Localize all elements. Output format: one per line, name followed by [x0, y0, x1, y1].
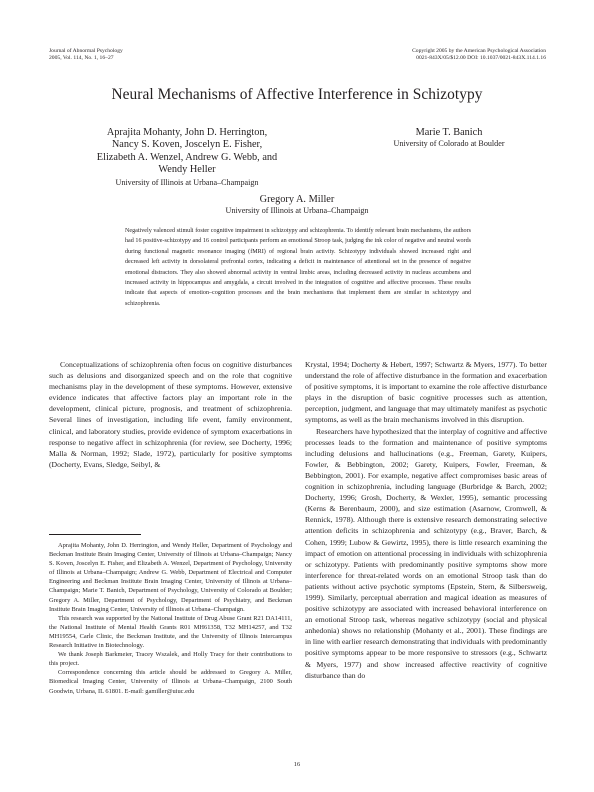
body-paragraph: Conceptualizations of schizophrenia often focus on cognitive disturbances such as delusions and disorganized speech and on the role that cognitive mechanisms play in the development of these symptoms. However, extensive evidence indicates that affective factors play an important role in the development, clinical picture, prognosis, and treatment of schizophrenia. Several lines of investigation, including life event, family environment, clinical, and laboratory studies, provide evidence of symptom exacerbations in response to negative affect in schizophrenia (for review, see Docherty, 1996; Malla & Norman, 1992; Slade, 1972), particularly for positive symptoms (Docherty, Evans, Sledge, Seibyl, &: [49, 360, 292, 469]
author-institution: University of Illinois at Urbana–Champaign: [115, 177, 259, 187]
author-note: [49, 541, 292, 696]
copyright-notice: Copyright 2005 by the American Psychological Association: [412, 48, 546, 54]
running-header-right: [412, 48, 546, 62]
author-group-miller: [150, 194, 444, 216]
author-line: Elizabeth A. Wenzel, Andrew G. Webb, and: [96, 151, 278, 163]
author-institution: University of Colorado at Boulder: [393, 139, 505, 149]
footnote-correspondence: Correspondence concerning this article should be addressed to Gregory A. Miller, Biomedical Imaging Center, University of Illinois at Urbana–Champaign, 2100 South Goodwin, Urbana, IL 61801. E-mail: gamiller@uiuc.edu: [49, 669, 292, 695]
article-title: Neural Mechanisms of Affective Interference in Schizotypy: [111, 86, 483, 103]
body-column-left: [49, 359, 292, 470]
issn-doi: 0021-843X/05/$12.00 DOI: 10.1037/0021-843X.114.1.16: [416, 55, 546, 61]
author-line: Aprajita Mohanty, John D. Herrington,: [106, 127, 268, 138]
footnote-divider: [49, 534, 141, 535]
footnote-acknowledgments: We thank Joseph Barkmeier, Tracey Wszalek, and Holly Tracy for their contributions to this project.: [49, 651, 292, 668]
author-line: Wendy Heller: [158, 164, 216, 176]
journal-name: Journal of Abnormal Psychology: [49, 48, 123, 54]
author-group-colorado: [346, 127, 552, 149]
footnote-affiliations: Aprajita Mohanty, John D. Herrington, and Wendy Heller, Department of Psychology and Beckman Institute Brain Imaging Center, University of Illinois at Urbana–Champaign; Nancy S. Koven, Joscelyn E. Fisher, and Elizabeth A. Wenzel, Department of Psychology, University of Illinois at Urbana–Champaign; Andrew G. Webb, Department of Electrical and Computer Engineering and Beckman Institute Brain Imaging Center, University of Illinois at Urbana–Champaign; Marie T. Banich, Department of Psychology, University of Colorado at Boulder; Gregory A. Miller, Department of Psychology, Department of Psychiatry, and Beckman Institute Brain Imaging Center, University of Illinois at Urbana–Champaign.: [49, 542, 292, 613]
footnote-funding: This research was supported by the National Institute of Drug Abuse Grant R21 DA14111, the National Institute of Mental Health Grants R01 MH61358, T32 MH14257, and T32 MH19554, Carle Clinic, the Beckman Institute, and the University of Illinois Intercampus Research Initiative in Biotechnology.: [49, 614, 292, 650]
journal-volume: 2005, Vol. 114, No. 1, 16–27: [49, 55, 114, 61]
abstract: Negatively valenced stimuli foster cognitive impairment in schizotypy and schizophrenia. To identify relevant brain mechanisms, the authors had 16 positive-schizotypy and 16 control participants perform an emotional Stroop task, judging the ink color of negative and neutral words during functional magnetic resonance imaging (fMRI) of regional brain activity. Schizotypy individuals showed increased right and decreased left activity in dorsolateral prefrontal cortex, indicating a deficit in maintenance of attentional set in the presence of negative emotional distractors. They also showed abnormal activity in ventral limbic areas, including decreased activity in nucleus accumbens and increased activity in hippocampus and amygdala, a circuit involved in the integration of cognitive and affective processes. These results indicate that aspects of emotion–cognition processes and the brain mechanisms that implement them are similar in schizotypy and schizophrenia.: [125, 228, 471, 307]
body-column-right: [305, 359, 547, 681]
page-number: 16: [293, 761, 301, 768]
author-institution: University of Illinois at Urbana–Champaign: [225, 206, 369, 216]
author-name: Marie T. Banich: [415, 127, 483, 138]
author-name: Gregory A. Miller: [259, 194, 335, 205]
author-line: Nancy S. Koven, Joscelyn E. Fisher,: [111, 139, 263, 151]
body-paragraph: Researchers have hypothesized that the interplay of cognitive and affective processes leads to the formation and maintenance of positive symptoms including delusions and hallucinations (e.g., Freeman, Garety, Kuipers, Fowler, & Bebbington, 2002; Garety, Kuipers, Fowler, Freeman, & Bebbington, 2001). For example, negative affect compromises basic areas of cognition in schizophrenia, including language (Burbridge & Barch, 2002; Docherty, 1996; Grosh, Docherty, & Wexler, 1995), semantic processing (Kerns & Berenbaum, 2000), and size estimation (Asarnow, Cromwell, & Rennick, 1978). Although there is extensive research demonstrating selective attention deficits in schizophrenia and schizotypy (e.g., Braver, Barch, & Cohen, 1999; Lubow & Gewirtz, 1995), there is little research examining the impact of emotion on attentional processing in individuals with schizophrenia or schizotypy. Patients with predominantly positive symptoms show more interference for threat-related words on an emotional Stroop task than do patients without active psychotic symptoms (Epstein, Stern, & Silbersweig, 1999). Similarly, perceptual aberration and magical ideation as measures of positive schizotypy are associated with increased behavioral interference on an emotional Stroop task, whereas negative schizotypy (social and physical anhedonia) shows no relationship (Mohanty et al., 2001). These findings are in line with earlier research demonstrating that individuals with predominantly positive symptoms appear to be more responsive to stressors (e.g., Schwartz & Myers, 1977) and show increased affective reactivity of cognitive disturbance than do: [305, 426, 547, 680]
running-header-left: [49, 48, 123, 62]
author-group-illinois: [60, 127, 314, 188]
body-paragraph-continued: Krystal, 1994; Docherty & Hebert, 1997; Schwartz & Myers, 1977). To better understand the role of affective disturbance in the formation and exacerbation of positive symptoms, it is important to examine the role affective disturbance plays in the disruption of basic cognitive processes such as attention, perception, judgment, and language that may ultimately manifest as psychotic symptoms, as well as the brain mechanisms involved in this disruption.: [305, 360, 547, 425]
